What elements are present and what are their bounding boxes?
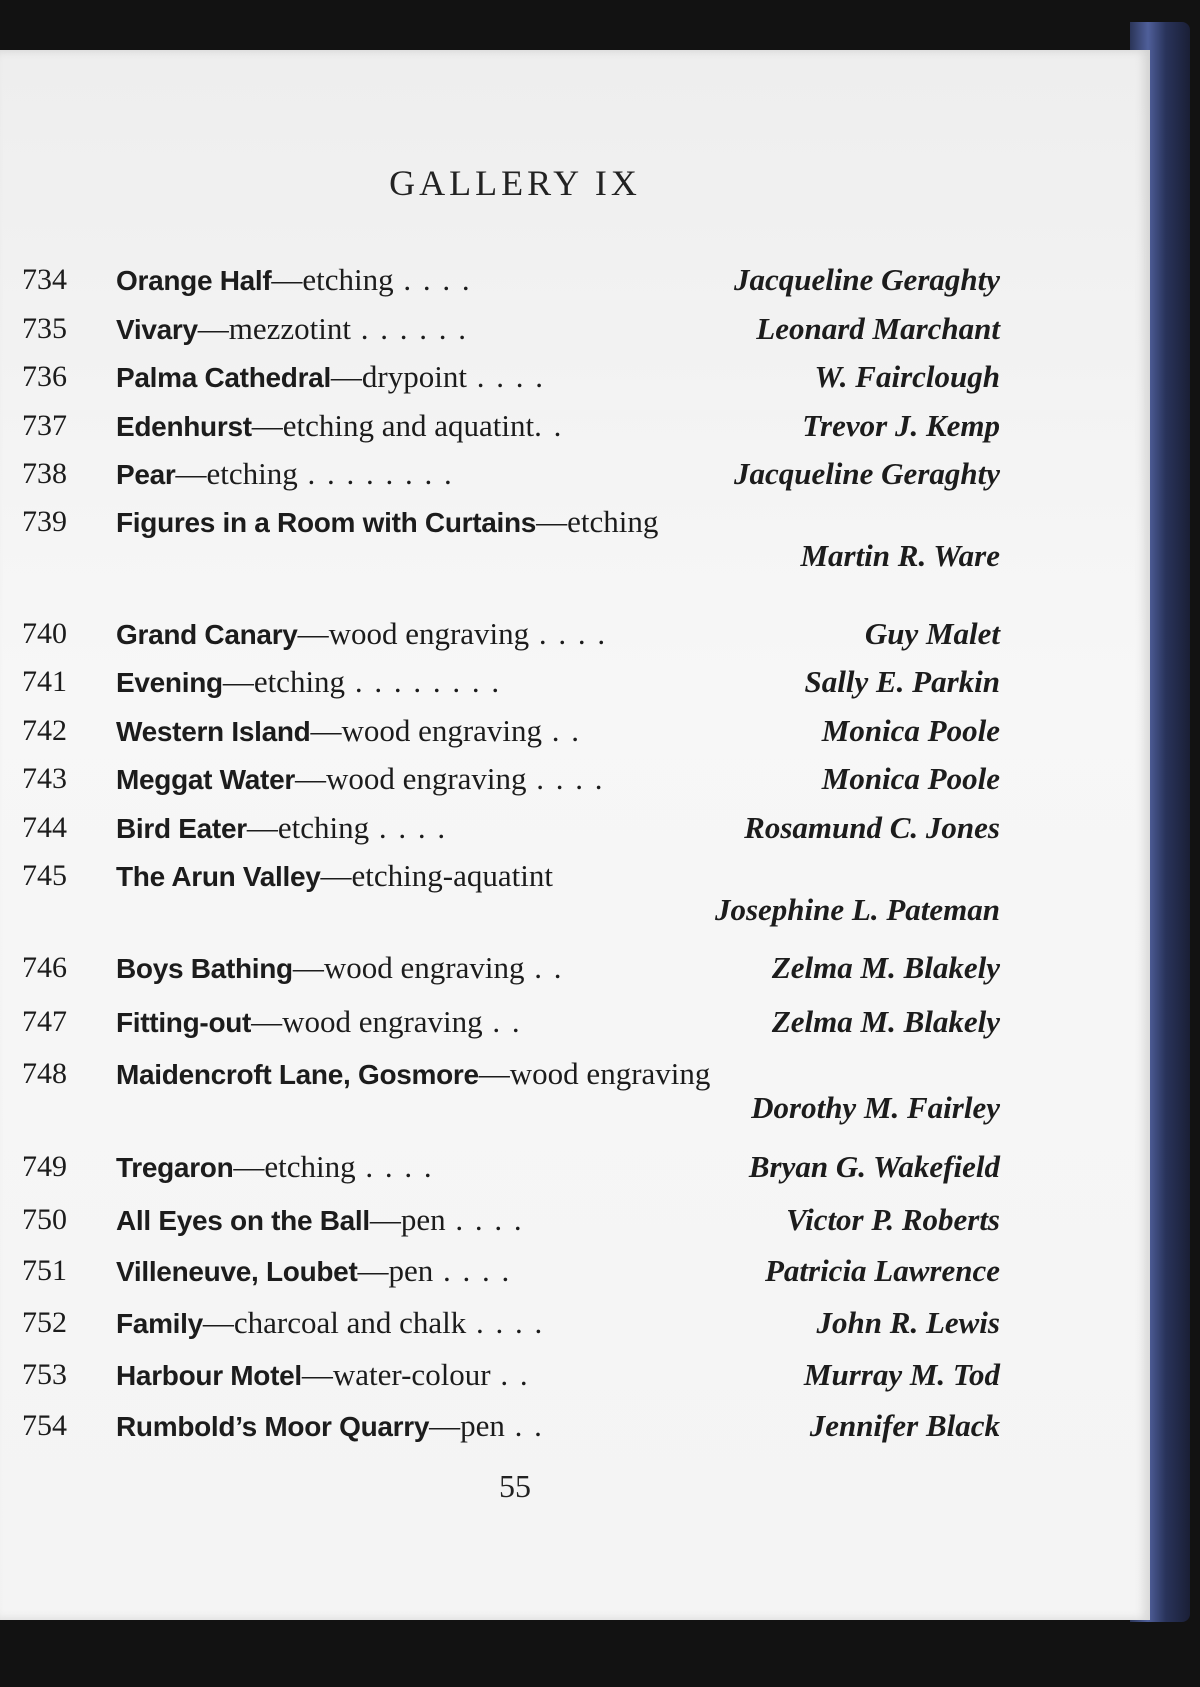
entry-title: Boys Bathing—wood engraving . .	[116, 950, 564, 985]
entry-number: 740	[22, 617, 67, 650]
entry-artist: W. Fairclough	[814, 359, 1000, 394]
entry-title: Figures in a Room with Curtains—etching	[116, 504, 659, 539]
entry-artist: Zelma M. Blakely	[771, 950, 1000, 985]
entry-number: 735	[22, 312, 67, 345]
entry-title: Family—charcoal and chalk . . . .	[116, 1305, 545, 1340]
entry-title: Tregaron—etching . . . .	[116, 1149, 434, 1184]
entry-artist: Rosamund C. Jones	[744, 810, 1000, 845]
entry-735	[0, 305, 1150, 353]
entry-number: 736	[22, 360, 67, 393]
entry-title: Maidencroft Lane, Gosmore—wood engraving	[116, 1056, 711, 1091]
entry-752	[0, 1299, 1150, 1347]
entry-title: Harbour Motel—water-colour . .	[116, 1357, 530, 1392]
entry-artist: John R. Lewis	[816, 1305, 1000, 1340]
entry-title: Fitting-out—wood engraving . .	[116, 1004, 522, 1039]
entry-artist: Jacqueline Geraghty	[733, 262, 1000, 297]
entry-number: 754	[22, 1409, 67, 1442]
entry-number: 737	[22, 409, 67, 442]
entry-artist: Monica Poole	[821, 713, 1000, 748]
entry-749	[0, 1143, 1150, 1191]
entry-754	[0, 1402, 1150, 1450]
entry-artist: Guy Malet	[864, 616, 1000, 651]
entry-title: Western Island—wood engraving . .	[116, 713, 582, 748]
entry-742	[0, 707, 1150, 755]
entry-number: 753	[22, 1358, 67, 1391]
entry-number: 738	[22, 457, 67, 490]
entry-748	[0, 1050, 1150, 1125]
gallery-heading: GALLERY IX	[389, 163, 641, 203]
entry-738	[0, 450, 1150, 498]
entry-number: 749	[22, 1150, 67, 1183]
entry-744	[0, 804, 1150, 852]
entry-artist: Monica Poole	[821, 761, 1000, 796]
entry-743	[0, 755, 1150, 803]
entry-number: 750	[22, 1203, 67, 1236]
entry-artist: Dorothy M. Fairley	[751, 1090, 1000, 1125]
entry-740	[0, 610, 1150, 658]
entry-number: 744	[22, 811, 67, 844]
entry-title: Grand Canary—wood engraving . . . .	[116, 616, 608, 651]
entry-artist: Victor P. Roberts	[786, 1202, 1000, 1237]
entry-artist: Jacqueline Geraghty	[733, 456, 1000, 491]
page-number: 55	[499, 1468, 531, 1504]
entry-753	[0, 1351, 1150, 1399]
entry-title: Orange Half—etching . . . .	[116, 262, 472, 297]
entry-artist: Zelma M. Blakely	[771, 1004, 1000, 1039]
entry-artist: Bryan G. Wakefield	[748, 1149, 1000, 1184]
entry-number: 739	[22, 505, 67, 538]
entry-list	[0, 50, 1150, 1450]
entry-745	[0, 852, 1150, 927]
entry-title: Palma Cathedral—drypoint . . . .	[116, 359, 545, 394]
entry-title: All Eyes on the Ball—pen . . . .	[116, 1202, 524, 1237]
entry-artist: Murray M. Tod	[803, 1357, 1000, 1392]
entry-741	[0, 658, 1150, 706]
entry-artist: Trevor J. Kemp	[802, 408, 1000, 443]
entry-number: 742	[22, 714, 67, 747]
entry-title: Edenhurst—etching and aquatint. .	[116, 408, 564, 443]
entry-737	[0, 402, 1150, 450]
entry-number: 746	[22, 951, 67, 984]
entry-number: 752	[22, 1306, 67, 1339]
entry-number: 747	[22, 1005, 67, 1038]
entry-title: Pear—etching . . . . . . . .	[116, 456, 454, 491]
entry-number: 751	[22, 1254, 67, 1287]
entry-artist: Sally E. Parkin	[804, 664, 1000, 699]
entry-title: Vivary—mezzotint . . . . . .	[116, 311, 468, 346]
entry-artist: Jennifer Black	[809, 1408, 1000, 1443]
entry-number: 748	[22, 1057, 67, 1090]
entry-number: 745	[22, 859, 67, 892]
entry-739	[0, 498, 1150, 573]
entry-747	[0, 998, 1150, 1046]
entry-title: Rumbold’s Moor Quarry—pen . .	[116, 1408, 544, 1443]
entry-title: Bird Eater—etching . . . .	[116, 810, 448, 845]
entry-734	[0, 256, 1150, 304]
entry-artist: Patricia Lawrence	[764, 1253, 1000, 1288]
entry-artist: Josephine L. Pateman	[714, 892, 1000, 927]
entry-736	[0, 353, 1150, 401]
entry-title: The Arun Valley—etching-aquatint	[116, 858, 553, 893]
entry-artist: Leonard Marchant	[756, 311, 1000, 346]
entry-750	[0, 1196, 1150, 1244]
entry-number: 734	[22, 263, 67, 296]
entry-746	[0, 944, 1150, 992]
catalogue-page	[0, 50, 1150, 1620]
entry-751	[0, 1247, 1150, 1295]
entry-artist: Martin R. Ware	[800, 538, 1000, 573]
entry-title: Villeneuve, Loubet—pen . . . .	[116, 1253, 512, 1288]
entry-number: 741	[22, 665, 67, 698]
entry-title: Meggat Water—wood engraving . . . .	[116, 761, 605, 796]
entry-title: Evening—etching . . . . . . . .	[116, 664, 502, 699]
entry-number: 743	[22, 762, 67, 795]
